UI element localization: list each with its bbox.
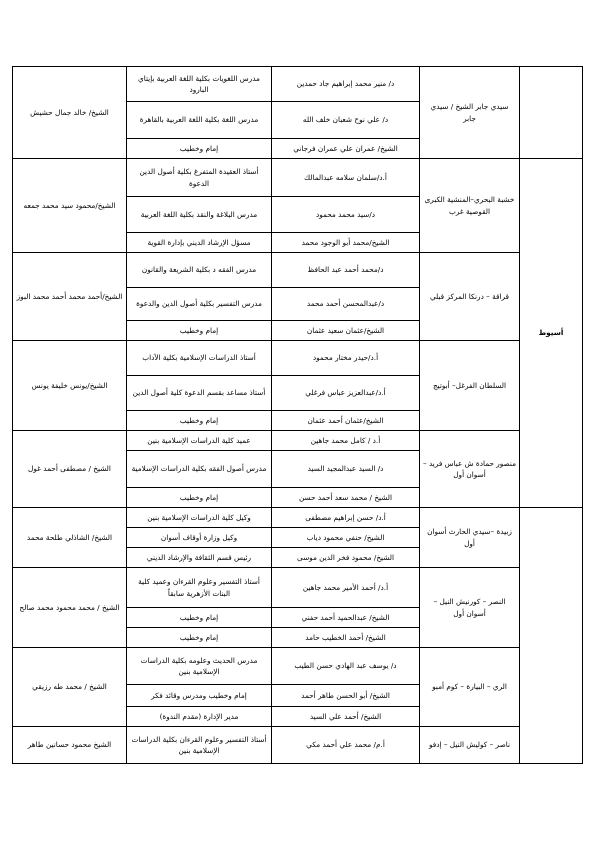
member-title: إمام وخطيب ومدرس وقائد فكر	[127, 685, 272, 707]
table-row	[13, 727, 583, 764]
member-title: عميد كلية الدراسات الإسلامية بنين	[127, 431, 272, 451]
member-name: الشيخ/عثمان سعيد عثمان	[272, 321, 420, 341]
member-title: إمام وخطيب	[127, 488, 272, 508]
member-name: أ.د/ أحمد الأمير محمد جاهين	[272, 568, 420, 608]
member-name: الشيخ/ أحمد الخطيب حامد	[272, 628, 420, 648]
supervisor-cell: الشيخ/يونس خليفة يونس	[13, 341, 127, 431]
member-title: مدرس البلاغة والنقد بكلية اللغة العربية	[127, 197, 272, 233]
member-name: د/ علي نوح شعبان خلف الله	[272, 102, 420, 139]
location-cell: زبيدة –سيدي الحارث أسوان أول	[420, 508, 520, 568]
location-cell: السلطان الفرغل– أبوتيج	[420, 341, 520, 431]
member-name: د/سيد محمد محمود	[272, 197, 420, 233]
supervisor-cell: الشيخ/ خالد جمال حشيش	[13, 67, 127, 159]
table-row	[13, 648, 583, 685]
member-name: د/ يوسف عبد الهادي حسن الطيب	[272, 648, 420, 685]
member-title: أستاذ الدراسات الإسلامية بكلية الآداب	[127, 341, 272, 376]
table-row	[13, 341, 583, 376]
member-name: أ.د/سلمان سلامه عبدالمالك	[272, 159, 420, 197]
member-name: د/عبدالمحسن أحمد محمد	[272, 288, 420, 321]
member-name: الشيخ/محمد أبو الوجود محمد	[272, 233, 420, 253]
member-title: مدرس التفسير بكلية أصول الدين والدعوة	[127, 288, 272, 321]
member-title: وكيل وزارة أوقاف أسوان	[127, 528, 272, 548]
member-name: د/ منير محمد إبراهيم جاد حمدين	[272, 67, 420, 102]
member-name: الشيخ/ أبو الحسن طاهر أحمد	[272, 685, 420, 707]
member-title: مدرس الحديث وعلومه بكلية الدراسات الإسلامية بنين	[127, 648, 272, 685]
member-name: د/محمد أحمد عبد الحافظ	[272, 253, 420, 288]
supervisor-cell: الشيخ / محمد محمود محمد صالح	[13, 568, 127, 648]
member-name: أ.د/عبدالعزيز عباس فرغلي	[272, 376, 420, 411]
member-title: وكيل كلية الدراسات الإسلامية بنين	[127, 508, 272, 528]
member-title: أستاذ التفسير وعلوم القرءان بكلية الدراسات الإسلامية بنين	[127, 727, 272, 764]
governorate-cell	[520, 67, 583, 159]
governorate-cell: أسيوط	[520, 159, 583, 508]
location-cell: منصور حمادة ش عباس فريد – أسوان أول	[420, 431, 520, 508]
member-name: الشيخ/ محمود فخر الدين موسى	[272, 548, 420, 568]
location-cell: الري – البيارة – كوم أمبو	[420, 648, 520, 727]
member-title: إمام وخطيب	[127, 139, 272, 159]
location-cell: سيدي جابر الشيخ / سيدي جابر	[420, 67, 520, 159]
member-name: الشيخ / محمد سعد أحمد حسن	[272, 488, 420, 508]
member-title: إمام وخطيب	[127, 321, 272, 341]
committees-table	[12, 66, 583, 764]
table-row	[13, 568, 583, 608]
member-title: مدرس اللغويات بكلية اللغة العربية بإيتاي البارود	[127, 67, 272, 102]
supervisor-cell: الشيخ/ الشاذلي طلحة محمد	[13, 508, 127, 568]
member-title: رئيس قسم الثقافة والإرشاد الديني	[127, 548, 272, 568]
location-cell: النصر – كورنيش النيل – أسوان أول	[420, 568, 520, 648]
member-title: إمام وخطيب	[127, 608, 272, 628]
member-name: د/ السيد عبدالمجيد السيد	[272, 451, 420, 488]
table-row	[13, 253, 583, 288]
governorate-cell	[520, 508, 583, 764]
member-title: إمام وخطيب	[127, 628, 272, 648]
table-body	[13, 67, 583, 764]
supervisor-cell: الشيخ/محمود سيد محمد جمعه	[13, 159, 127, 253]
supervisor-cell: الشيخ/أحمد محمد أحمد محمد البوز	[13, 253, 127, 341]
member-title: مدير الإدارة (مقدم الندوة)	[127, 707, 272, 727]
supervisor-cell: الشيخ / مصطفى أحمد غول	[13, 431, 127, 508]
member-title: مسؤل الإرشاد الديني بإدارة القوية	[127, 233, 272, 253]
member-title: مدرس الفقه د بكلية الشريعة والقانون	[127, 253, 272, 288]
table-row	[13, 431, 583, 451]
member-title: إمام وخطيب	[127, 411, 272, 431]
location-cell: قراقة – درنكا المركز قبلي	[420, 253, 520, 341]
member-title: مدرس اللغة بكلية اللغة العربية بالقاهرة	[127, 102, 272, 139]
table-row	[13, 67, 583, 102]
member-name: أ.د/ حسن إبراهيم مصطفى	[272, 508, 420, 528]
member-name: أ.م/ محمد علي أحمد مكي	[272, 727, 420, 764]
member-name: الشيخ/ عبدالحميد أحمد حفني	[272, 608, 420, 628]
member-title: مدرس أصول الفقه بكلية الدراسات الإسلامية	[127, 451, 272, 488]
member-name: الشيخ/ أحمد علي السيد	[272, 707, 420, 727]
member-title: أستاذ التفسير وعلوم القرءان وعميد كلية البنات الأزهرية سابقاً	[127, 568, 272, 608]
supervisor-cell: الشيخ محمود حسانين طاهر	[13, 727, 127, 764]
table-row	[13, 159, 583, 197]
member-name: أ.د / كامل محمد جاهين	[272, 431, 420, 451]
member-name: الشيخ/عثمان أحمد عثمان	[272, 411, 420, 431]
member-name: الشيخ/ حنفي محمود دياب	[272, 528, 420, 548]
table-row	[13, 508, 583, 528]
member-name: الشيخ/ عمران علي عمران فرجاني	[272, 139, 420, 159]
member-title: أستاذ مساعد بقسم الدعوة كلية أصول الدين	[127, 376, 272, 411]
location-cell: خشبة البحري–المنشية الكبرى القوصية غرب	[420, 159, 520, 253]
location-cell: ناصر – كوليش النيل – إدفو	[420, 727, 520, 764]
member-name: أ.د/حيدر مختار محمود	[272, 341, 420, 376]
member-title: أستاذ العقيدة المتفرغ بكلية أصول الدين الدعوة	[127, 159, 272, 197]
supervisor-cell: الشيخ / محمد طه رزيقي	[13, 648, 127, 727]
